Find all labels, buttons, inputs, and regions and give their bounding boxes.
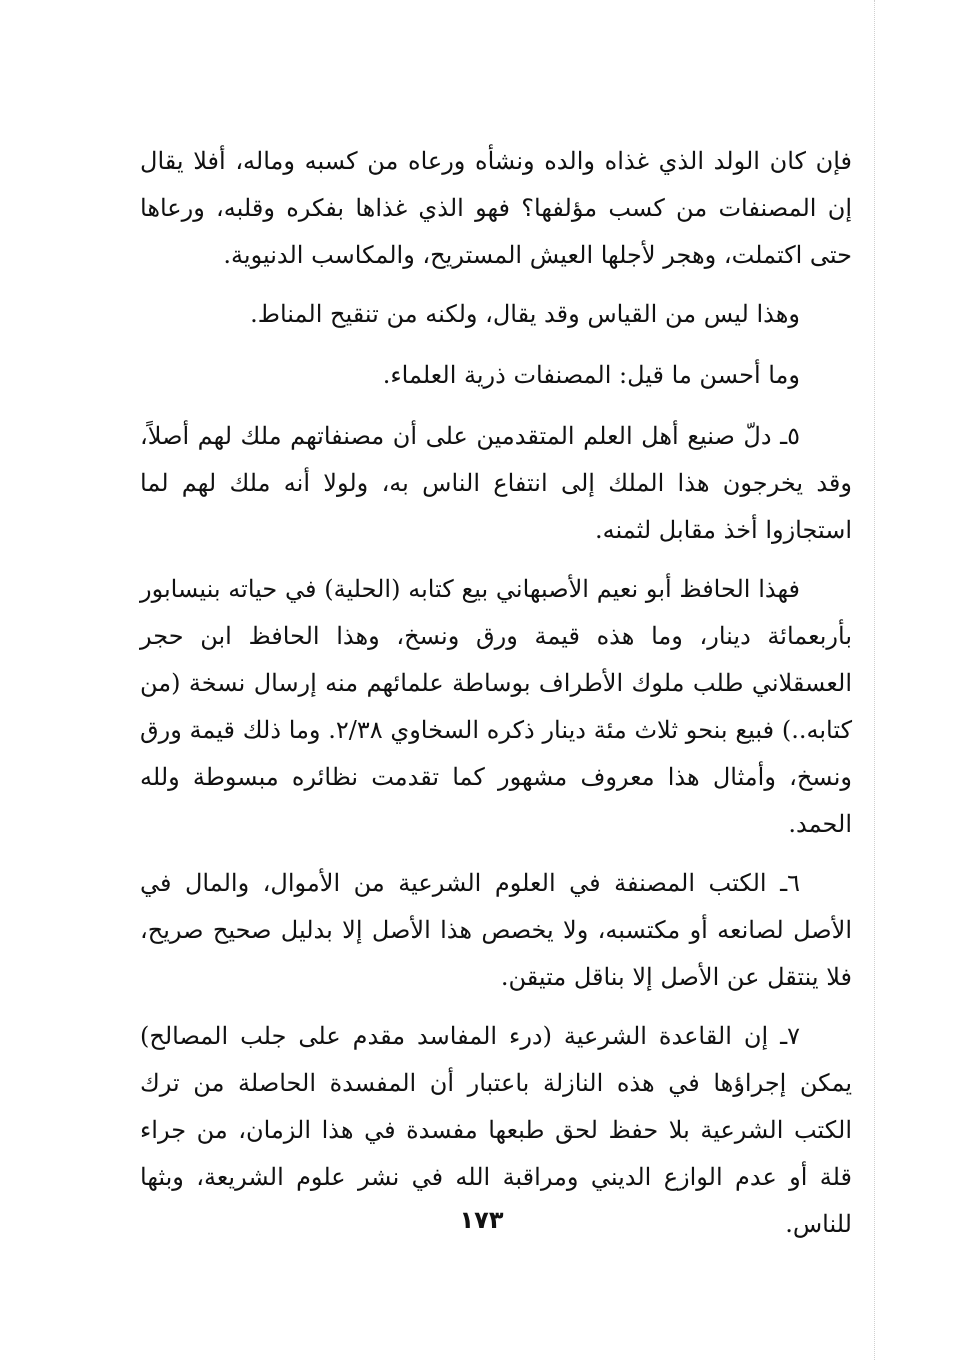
- scan-edge-line: [874, 0, 875, 1360]
- paragraph-1: فإن كان الولد الذي غذاه والده ونشأه ورعاه من كسبه وماله، أفلا يقال إن المصنفات من كسب مؤلفها؟ فهو الذي غذاها بفكره وقلبه، ورعاها حتى اكتملت، وهجر لأجلها العيش المستريح، والمكاسب الدنيوية.: [140, 147, 852, 269]
- page-number: ١٧٣: [459, 1206, 504, 1234]
- body-text: [140, 138, 852, 1260]
- paragraph-6: ٦ـ الكتب المصنفة في العلوم الشرعية من الأموال، والمال في الأصل لصانعه أو مكتسبه، ولا يخصص هذا الأصل إلا بدليل صحيح صريح، فلا ينتقل عن الأصل إلا بناقل متيقن.: [140, 869, 852, 991]
- paragraph-4: ٥ـ دلّ صنيع أهل العلم المتقدمين على أن مصنفاتهم ملك لهم أصلاً، وقد يخرجون هذا الملك إلى انتفاع الناس به، ولولا أنه ملك لهم لما استجازوا أخذ مقابل لثمنه.: [140, 422, 852, 544]
- paragraph-3: وما أحسن ما قيل: المصنفات ذرية العلماء.: [382, 361, 800, 389]
- paragraph-5: فهذا الحافظ أبو نعيم الأصبهاني بيع كتابه (الحلية) في حياته بنيسابور بأربعمائة دينار، وما هذه قيمة ورق ونسخ، وهذا الحافظ ابن حجر العسقلاني طلب ملوك الأطراف بوساطة علمائهم منه إرسال نسخة (من كتابه..) فبيع بنحو ثلاث مئة دينار ذكره السخاوي ٢/٣٨. وما ذلك قيمة ورق ونسخ، وأمثال هذا معروف مشهور كما تقدمت نظائره مبسوطة ولله الحمد.: [140, 575, 852, 838]
- paragraph-2: وهذا ليس من القياس وقد يقال، ولكنه من تنقيح المناط.: [250, 300, 800, 328]
- paragraph-7: ٧ـ إن القاعدة الشرعية (درء المفاسد مقدم على جلب المصالح) يمكن إجراؤها في هذه النازلة باعتبار أن المفسدة الحاصلة من ترك الكتب الشرعية بلا حفظ لحق طبعها مفسدة في هذا الزمان، من جراء قلة أو عدم الوازع الديني ومراقبة الله في نشر علوم الشريعة، وبثها للناس.: [140, 1022, 852, 1238]
